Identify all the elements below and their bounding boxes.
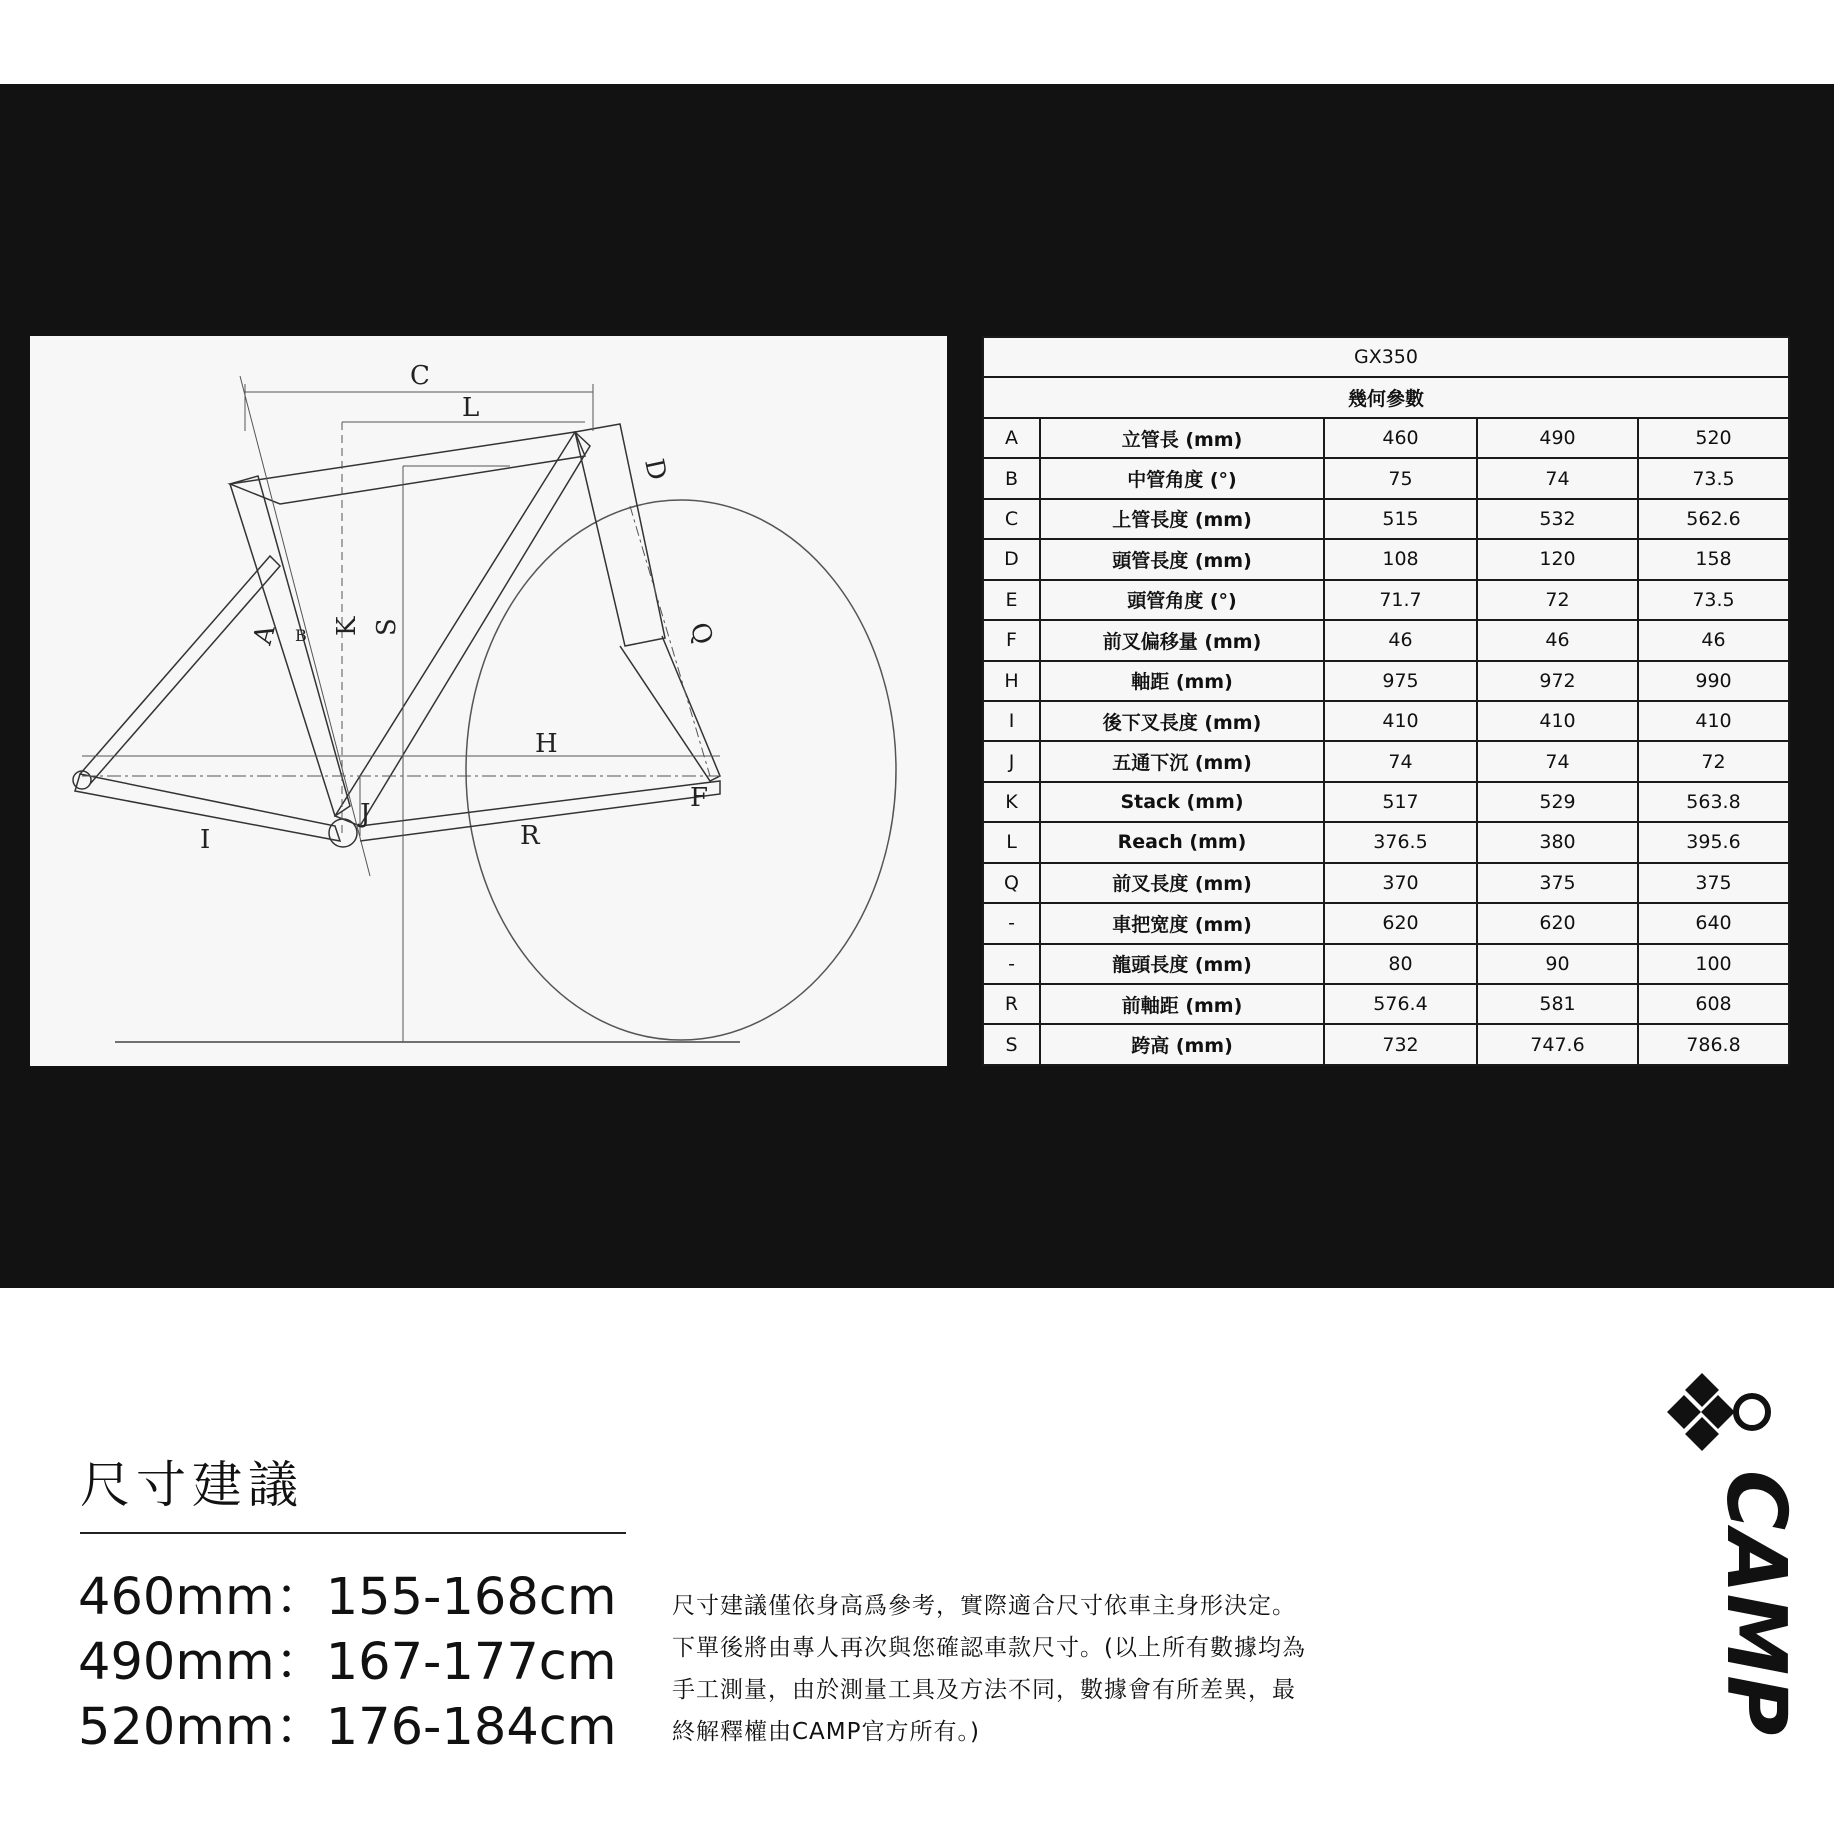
geometry-diagram bbox=[30, 336, 947, 1066]
size-line: 490mm：167-177cm bbox=[78, 1633, 617, 1692]
row-param: 頭管角度 (°) bbox=[1040, 580, 1324, 620]
row-value-520: 990 bbox=[1638, 661, 1789, 701]
row-value-490: 120 bbox=[1477, 539, 1638, 579]
row-value-460: 732 bbox=[1324, 1024, 1477, 1065]
row-value-490: 747.6 bbox=[1477, 1024, 1638, 1065]
size-line: 520mm：176-184cm bbox=[78, 1698, 617, 1757]
size-line: 460mm：155-168cm bbox=[78, 1568, 617, 1627]
table-row bbox=[983, 661, 1789, 701]
row-code: Q bbox=[983, 863, 1040, 903]
row-value-490: 46 bbox=[1477, 620, 1638, 660]
table-row bbox=[983, 580, 1789, 620]
table-row bbox=[983, 822, 1789, 862]
row-value-520: 562.6 bbox=[1638, 499, 1789, 539]
row-value-490: 74 bbox=[1477, 741, 1638, 781]
row-param: 車把宽度 (mm) bbox=[1040, 903, 1324, 943]
row-param: 立管長 (mm) bbox=[1040, 418, 1324, 458]
row-value-460: 517 bbox=[1324, 782, 1477, 822]
row-value-490: 410 bbox=[1477, 701, 1638, 741]
row-param: Stack (mm) bbox=[1040, 782, 1324, 822]
row-value-460: 370 bbox=[1324, 863, 1477, 903]
row-param: 五通下沉 (mm) bbox=[1040, 741, 1324, 781]
row-value-460: 376.5 bbox=[1324, 822, 1477, 862]
row-code: - bbox=[983, 903, 1040, 943]
row-value-460: 620 bbox=[1324, 903, 1477, 943]
table-row bbox=[983, 984, 1789, 1024]
label-Q: Q bbox=[683, 618, 719, 649]
table-row bbox=[983, 944, 1789, 984]
row-value-490: 529 bbox=[1477, 782, 1638, 822]
label-J: J bbox=[360, 799, 371, 829]
row-value-520: 410 bbox=[1638, 701, 1789, 741]
head-tube bbox=[575, 424, 665, 646]
row-code: - bbox=[983, 944, 1040, 984]
table-row bbox=[983, 539, 1789, 579]
row-param: 前叉偏移量 (mm) bbox=[1040, 620, 1324, 660]
row-value-490: 90 bbox=[1477, 944, 1638, 984]
row-param: 上管長度 (mm) bbox=[1040, 499, 1324, 539]
table-row bbox=[983, 458, 1789, 498]
row-value-460: 108 bbox=[1324, 539, 1477, 579]
row-value-490: 72 bbox=[1477, 580, 1638, 620]
row-param: 後下叉長度 (mm) bbox=[1040, 701, 1324, 741]
row-code: C bbox=[983, 499, 1040, 539]
size-guide-title: 尺寸建議 bbox=[80, 1456, 304, 1514]
row-code: D bbox=[983, 539, 1040, 579]
table-row bbox=[983, 1024, 1789, 1065]
table-row bbox=[983, 620, 1789, 660]
row-code: K bbox=[983, 782, 1040, 822]
front-wheel-outline bbox=[466, 500, 896, 1040]
row-value-520: 640 bbox=[1638, 903, 1789, 943]
table-row bbox=[983, 741, 1789, 781]
row-value-520: 563.8 bbox=[1638, 782, 1789, 822]
table-row bbox=[983, 863, 1789, 903]
row-value-490: 74 bbox=[1477, 458, 1638, 498]
camp-logo-mark bbox=[1660, 1370, 1803, 1770]
table-row bbox=[983, 418, 1789, 458]
row-value-520: 520 bbox=[1638, 418, 1789, 458]
row-code: B bbox=[983, 458, 1040, 498]
label-H: H bbox=[535, 729, 558, 759]
row-code: I bbox=[983, 701, 1040, 741]
table-row bbox=[983, 499, 1789, 539]
row-value-460: 410 bbox=[1324, 701, 1477, 741]
size-note: 尺寸建議僅依身高爲參考，實際適合尺寸依車主身形決定。下單後將由專人再次與您確認車款尺寸。(以上所有數據均為手工測量，由於測量工具及方法不同，數據會有所差異，最終解釋權由CAMP官方所有。) bbox=[672, 1593, 1306, 1745]
row-value-460: 80 bbox=[1324, 944, 1477, 984]
row-param: 中管角度 (°) bbox=[1040, 458, 1324, 498]
row-param: 前軸距 (mm) bbox=[1040, 984, 1324, 1024]
label-K: K bbox=[332, 616, 362, 636]
row-value-460: 74 bbox=[1324, 741, 1477, 781]
label-A: A bbox=[247, 621, 282, 648]
row-value-520: 72 bbox=[1638, 741, 1789, 781]
label-C: C bbox=[410, 361, 430, 391]
row-code: F bbox=[983, 620, 1040, 660]
row-value-520: 375 bbox=[1638, 863, 1789, 903]
table-subtitle: 幾何參數 bbox=[983, 377, 1789, 417]
row-value-490: 532 bbox=[1477, 499, 1638, 539]
geometry-table bbox=[982, 336, 1790, 1066]
row-value-460: 75 bbox=[1324, 458, 1477, 498]
row-value-490: 380 bbox=[1477, 822, 1638, 862]
row-value-490: 620 bbox=[1477, 903, 1638, 943]
label-R: R bbox=[520, 821, 540, 851]
label-S: S bbox=[372, 618, 402, 636]
row-value-490: 972 bbox=[1477, 661, 1638, 701]
front-center-line bbox=[360, 781, 720, 841]
row-code: L bbox=[983, 822, 1040, 862]
row-value-460: 460 bbox=[1324, 418, 1477, 458]
table-row bbox=[983, 782, 1789, 822]
label-B: B bbox=[295, 626, 307, 645]
label-D: D bbox=[638, 456, 672, 483]
row-code: J bbox=[983, 741, 1040, 781]
row-value-460: 515 bbox=[1324, 499, 1477, 539]
row-value-520: 46 bbox=[1638, 620, 1789, 660]
row-value-460: 975 bbox=[1324, 661, 1477, 701]
row-code: E bbox=[983, 580, 1040, 620]
bottom-bracket bbox=[329, 819, 357, 847]
label-L: L bbox=[462, 393, 480, 423]
table-row bbox=[983, 903, 1789, 943]
frame-drawing bbox=[30, 336, 947, 1066]
row-param: 前叉長度 (mm) bbox=[1040, 863, 1324, 903]
camp-logo bbox=[1660, 1370, 1803, 1770]
divider bbox=[80, 1532, 626, 1534]
brand-name: CAMP bbox=[1708, 1470, 1803, 1736]
row-value-490: 581 bbox=[1477, 984, 1638, 1024]
row-value-490: 375 bbox=[1477, 863, 1638, 903]
label-I: I bbox=[200, 825, 211, 855]
row-param: Reach (mm) bbox=[1040, 822, 1324, 862]
row-param: 頭管長度 (mm) bbox=[1040, 539, 1324, 579]
table-row bbox=[983, 701, 1789, 741]
row-param: 軸距 (mm) bbox=[1040, 661, 1324, 701]
row-param: 龍頭長度 (mm) bbox=[1040, 944, 1324, 984]
fork bbox=[620, 636, 720, 781]
top-tube bbox=[230, 432, 585, 504]
row-value-460: 46 bbox=[1324, 620, 1477, 660]
row-value-460: 71.7 bbox=[1324, 580, 1477, 620]
row-code: S bbox=[983, 1024, 1040, 1065]
label-F: F bbox=[690, 783, 709, 813]
row-value-520: 100 bbox=[1638, 944, 1789, 984]
row-value-520: 786.8 bbox=[1638, 1024, 1789, 1065]
seat-stay bbox=[80, 556, 280, 784]
row-value-490: 490 bbox=[1477, 418, 1638, 458]
row-value-460: 576.4 bbox=[1324, 984, 1477, 1024]
seat-tube bbox=[230, 476, 350, 816]
table-model: GX350 bbox=[983, 337, 1789, 377]
row-code: R bbox=[983, 984, 1040, 1024]
row-code: H bbox=[983, 661, 1040, 701]
row-value-520: 73.5 bbox=[1638, 458, 1789, 498]
row-value-520: 73.5 bbox=[1638, 580, 1789, 620]
row-value-520: 158 bbox=[1638, 539, 1789, 579]
row-code: A bbox=[983, 418, 1040, 458]
row-value-520: 608 bbox=[1638, 984, 1789, 1024]
row-param: 跨高 (mm) bbox=[1040, 1024, 1324, 1065]
row-value-520: 395.6 bbox=[1638, 822, 1789, 862]
